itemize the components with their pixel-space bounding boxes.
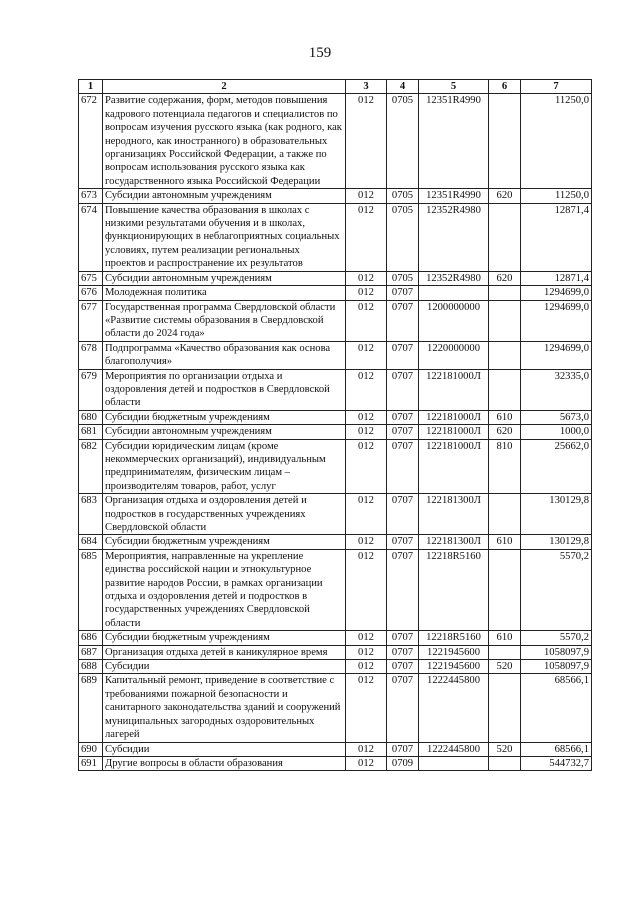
row-code-section: 0707: [387, 341, 419, 369]
row-name: Субсидии автономным учреждениям: [103, 425, 346, 439]
row-code-target: 1200000000: [419, 300, 489, 341]
row-name: Государственная программа Свердловской области «Развитие системы образования в Свердловской области до 2024 года»: [103, 300, 346, 341]
row-code-ministry: 012: [346, 271, 387, 285]
row-number: 674: [79, 203, 103, 271]
column-header: 1: [79, 80, 103, 94]
row-code-type: [489, 674, 521, 742]
row-code-ministry: 012: [346, 369, 387, 410]
row-amount: 1294699,0: [521, 300, 592, 341]
page-number: 159: [308, 45, 332, 61]
row-code-target: 1221945600: [419, 660, 489, 674]
row-number: 688: [79, 660, 103, 674]
row-code-target: 1221945600: [419, 645, 489, 659]
row-code-ministry: 012: [346, 674, 387, 742]
row-code-type: 620: [489, 189, 521, 203]
row-code-section: 0707: [387, 631, 419, 645]
row-code-section: 0707: [387, 674, 419, 742]
row-amount: 1294699,0: [521, 286, 592, 300]
row-amount: 130129,8: [521, 535, 592, 549]
table-row: [79, 535, 592, 549]
column-header: 7: [521, 80, 592, 94]
row-number: 687: [79, 645, 103, 659]
row-name: Субсидии автономным учреждениям: [103, 189, 346, 203]
row-code-ministry: 012: [346, 742, 387, 756]
row-code-target: 12218R5160: [419, 549, 489, 630]
table-row: [79, 410, 592, 424]
row-code-ministry: 012: [346, 425, 387, 439]
row-code-ministry: 012: [346, 300, 387, 341]
row-code-ministry: 012: [346, 535, 387, 549]
row-code-section: 0707: [387, 645, 419, 659]
row-code-type: [489, 494, 521, 535]
row-code-type: 520: [489, 742, 521, 756]
row-amount: 12871,4: [521, 203, 592, 271]
row-code-target: 1220000000: [419, 341, 489, 369]
row-code-type: 620: [489, 271, 521, 285]
row-code-ministry: 012: [346, 189, 387, 203]
row-code-section: 0707: [387, 410, 419, 424]
row-code-type: [489, 369, 521, 410]
row-code-type: [489, 300, 521, 341]
row-code-type: [489, 94, 521, 189]
row-amount: 1294699,0: [521, 341, 592, 369]
row-code-ministry: 012: [346, 341, 387, 369]
row-number: 680: [79, 410, 103, 424]
row-code-ministry: 012: [346, 631, 387, 645]
row-code-target: 1222445800: [419, 674, 489, 742]
row-number: 690: [79, 742, 103, 756]
row-code-ministry: 012: [346, 660, 387, 674]
row-name: Субсидии бюджетным учреждениям: [103, 410, 346, 424]
row-amount: 1058097,9: [521, 645, 592, 659]
row-amount: 544732,7: [521, 756, 592, 770]
table-row: [79, 94, 592, 189]
row-code-target: 12351R4990: [419, 189, 489, 203]
table-row: [79, 645, 592, 659]
row-name: Мероприятия, направленные на укрепление единства российской нации и этнокультурное развитие народов России, в рамках организации отдыха и оздоровления детей и подростков в государственных учреждениях Свердловской области: [103, 549, 346, 630]
row-number: 682: [79, 439, 103, 494]
row-code-ministry: 012: [346, 439, 387, 494]
row-amount: 5570,2: [521, 631, 592, 645]
row-name: Молодежная политика: [103, 286, 346, 300]
table-row: [79, 271, 592, 285]
row-amount: 68566,1: [521, 742, 592, 756]
row-code-target: 1222445800: [419, 742, 489, 756]
row-number: 689: [79, 674, 103, 742]
row-name: Субсидии бюджетным учреждениям: [103, 631, 346, 645]
row-code-target: [419, 756, 489, 770]
column-header: 4: [387, 80, 419, 94]
row-code-target: [419, 286, 489, 300]
row-code-section: 0709: [387, 756, 419, 770]
row-number: 677: [79, 300, 103, 341]
row-code-type: [489, 203, 521, 271]
row-code-type: 610: [489, 535, 521, 549]
row-code-type: [489, 341, 521, 369]
column-header: 2: [103, 80, 346, 94]
row-code-ministry: 012: [346, 549, 387, 630]
table-row: [79, 674, 592, 742]
row-code-ministry: 012: [346, 494, 387, 535]
row-name: Организация отдыха и оздоровления детей и подростков в государственных учреждениях Свердловской области: [103, 494, 346, 535]
row-code-target: 122181000Л: [419, 439, 489, 494]
row-amount: 1058097,9: [521, 660, 592, 674]
row-code-type: 610: [489, 410, 521, 424]
row-code-target: 122181300Л: [419, 494, 489, 535]
column-header: 5: [419, 80, 489, 94]
row-code-type: 810: [489, 439, 521, 494]
table-row: [79, 439, 592, 494]
row-code-section: 0705: [387, 271, 419, 285]
header-row: [79, 80, 592, 94]
row-number: 679: [79, 369, 103, 410]
row-code-section: 0707: [387, 425, 419, 439]
table-row: [79, 369, 592, 410]
row-amount: 1000,0: [521, 425, 592, 439]
row-code-target: 122181300Л: [419, 535, 489, 549]
column-header: 6: [489, 80, 521, 94]
row-name: Субсидии автономным учреждениям: [103, 271, 346, 285]
row-amount: 5673,0: [521, 410, 592, 424]
table-row: [79, 742, 592, 756]
row-amount: 11250,0: [521, 189, 592, 203]
row-code-section: 0705: [387, 203, 419, 271]
row-amount: 11250,0: [521, 94, 592, 189]
row-code-target: 122181000Л: [419, 425, 489, 439]
budget-table: [78, 79, 592, 771]
row-code-section: 0707: [387, 660, 419, 674]
table-row: [79, 756, 592, 770]
row-code-ministry: 012: [346, 410, 387, 424]
row-name: Субсидии бюджетным учреждениям: [103, 535, 346, 549]
row-code-type: [489, 549, 521, 630]
row-code-section: 0707: [387, 549, 419, 630]
row-code-ministry: 012: [346, 94, 387, 189]
table-row: [79, 286, 592, 300]
row-code-section: 0705: [387, 189, 419, 203]
row-name: Субсидии: [103, 660, 346, 674]
table-row: [79, 341, 592, 369]
row-number: 675: [79, 271, 103, 285]
row-name: Капитальный ремонт, приведение в соответствие с требованиями пожарной безопасности и санитарного законодательства зданий и сооружений муниципальных загородных оздоровительных лагерей: [103, 674, 346, 742]
row-code-section: 0707: [387, 286, 419, 300]
row-code-target: 12352R4980: [419, 271, 489, 285]
row-amount: 12871,4: [521, 271, 592, 285]
row-name: Подпрограмма «Качество образования как основа благополучия»: [103, 341, 346, 369]
row-code-type: 520: [489, 660, 521, 674]
table-row: [79, 425, 592, 439]
row-code-ministry: 012: [346, 286, 387, 300]
table-row: [79, 203, 592, 271]
row-number: 684: [79, 535, 103, 549]
row-amount: 130129,8: [521, 494, 592, 535]
row-number: 683: [79, 494, 103, 535]
row-name: Субсидии: [103, 742, 346, 756]
row-number: 676: [79, 286, 103, 300]
row-code-section: 0707: [387, 369, 419, 410]
row-code-type: [489, 645, 521, 659]
row-amount: 25662,0: [521, 439, 592, 494]
row-code-section: 0707: [387, 439, 419, 494]
row-name: Другие вопросы в области образования: [103, 756, 346, 770]
row-number: 681: [79, 425, 103, 439]
row-code-target: 12352R4980: [419, 203, 489, 271]
table-row: [79, 494, 592, 535]
row-number: 686: [79, 631, 103, 645]
row-code-target: 122181000Л: [419, 410, 489, 424]
row-amount: 68566,1: [521, 674, 592, 742]
row-amount: 5570,2: [521, 549, 592, 630]
row-code-target: 12351R4990: [419, 94, 489, 189]
row-code-section: 0705: [387, 94, 419, 189]
row-name: Развитие содержания, форм, методов повышения кадрового потенциала педагогов и специалистов по вопросам изучения русского языка (как родного, как неродного, как иностранного) в образовательных организациях Российской Федерации, а также по вопросам использования русского языка как государственного языка Российской Федерации: [103, 94, 346, 189]
row-code-target: 12218R5160: [419, 631, 489, 645]
row-number: 672: [79, 94, 103, 189]
row-code-ministry: 012: [346, 645, 387, 659]
row-code-section: 0707: [387, 494, 419, 535]
row-code-section: 0707: [387, 535, 419, 549]
row-code-section: 0707: [387, 742, 419, 756]
row-code-ministry: 012: [346, 203, 387, 271]
row-name: Мероприятия по организации отдыха и оздоровления детей и подростков в Свердловской области: [103, 369, 346, 410]
row-number: 678: [79, 341, 103, 369]
table-row: [79, 549, 592, 630]
row-number: 691: [79, 756, 103, 770]
row-number: 673: [79, 189, 103, 203]
row-code-target: 122181000Л: [419, 369, 489, 410]
row-name: Повышение качества образования в школах с низкими результатами обучения и в школах, функционирующих в неблагоприятных социальных условиях, путем реализации региональных проектов и распространение их результатов: [103, 203, 346, 271]
row-number: 685: [79, 549, 103, 630]
row-code-type: 620: [489, 425, 521, 439]
table-row: [79, 300, 592, 341]
column-header: 3: [346, 80, 387, 94]
row-code-section: 0707: [387, 300, 419, 341]
row-code-ministry: 012: [346, 756, 387, 770]
table-row: [79, 189, 592, 203]
row-code-type: [489, 756, 521, 770]
row-name: Субсидии юридическим лицам (кроме некоммерческих организаций), индивидуальным предпринимателям, физическим лицам – производителям товаров, работ, услуг: [103, 439, 346, 494]
row-code-type: 610: [489, 631, 521, 645]
table-row: [79, 631, 592, 645]
row-name: Организация отдыха детей в каникулярное время: [103, 645, 346, 659]
table-row: [79, 660, 592, 674]
row-code-type: [489, 286, 521, 300]
row-amount: 32335,0: [521, 369, 592, 410]
